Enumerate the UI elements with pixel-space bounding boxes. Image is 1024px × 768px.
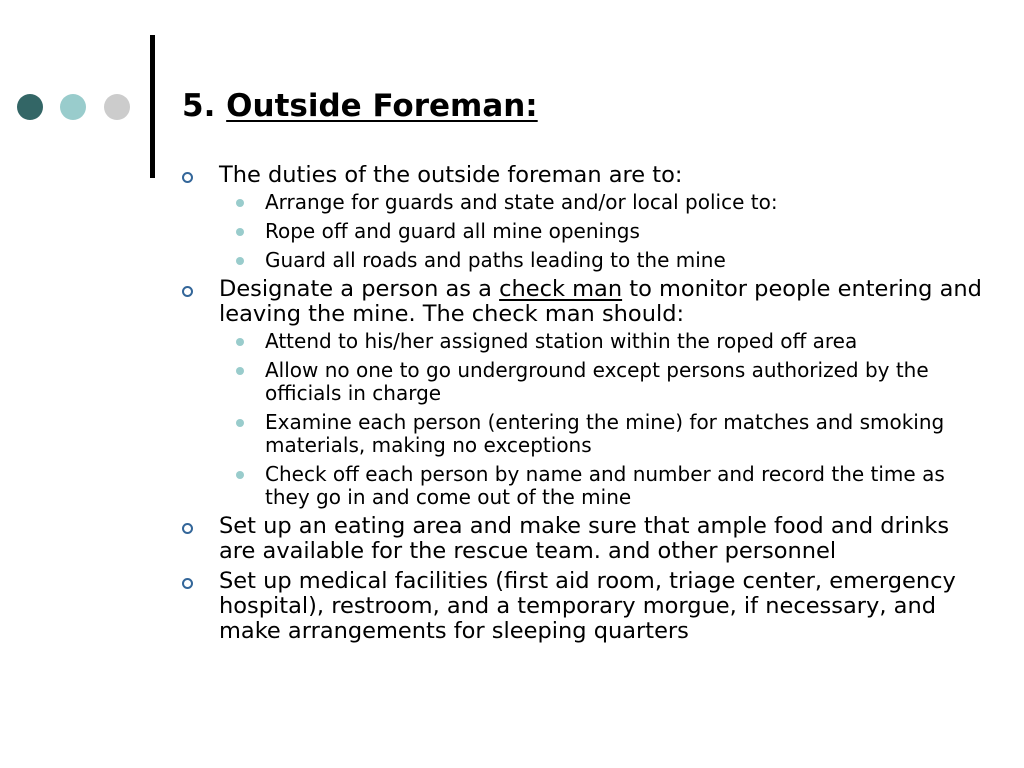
sub-bullet-text: Guard all roads and paths leading to the mine xyxy=(265,248,726,272)
hollow-bullet-icon xyxy=(182,523,193,534)
hollow-bullet-icon xyxy=(182,286,193,297)
sub-bullet-text: Allow no one to go underground except persons authorized by the officials in charge xyxy=(265,358,929,405)
slide-title xyxy=(182,86,538,126)
bullet-text: Set up an eating area and make sure that ample food and drinks are available for the rescue team. and other personnel xyxy=(219,513,950,564)
bullet-text xyxy=(219,276,982,327)
round-bullet-icon xyxy=(236,199,244,207)
bullet-medical-facilities xyxy=(182,569,982,644)
title-number: 5. xyxy=(182,88,216,124)
sub-bullet xyxy=(182,359,982,405)
bullet-eating-area xyxy=(182,514,982,564)
bullet-text: Set up medical facilities (first aid room, triage center, emergency hospital), restroom, and a temporary morgue, if necessary, and make arrangements for sleeping quarters xyxy=(219,568,956,644)
sub-bullet-list xyxy=(219,330,982,509)
decor-dot-gray xyxy=(104,94,130,120)
sub-bullet xyxy=(182,330,982,353)
round-bullet-icon xyxy=(236,471,244,479)
sub-bullet xyxy=(182,249,982,272)
round-bullet-icon xyxy=(236,367,244,375)
sub-bullet-text: Attend to his/her assigned station within the roped off area xyxy=(265,329,858,353)
round-bullet-icon xyxy=(236,419,244,427)
bullet-duties xyxy=(182,163,982,272)
sub-bullet xyxy=(182,220,982,243)
sub-bullet xyxy=(182,411,982,457)
sub-bullet-text: Examine each person (entering the mine) for matches and smoking materials, making no exceptions xyxy=(265,410,945,457)
sub-bullet xyxy=(182,463,982,509)
title-text: Outside Foreman: xyxy=(226,88,538,124)
round-bullet-icon xyxy=(236,338,244,346)
decor-dot-dark xyxy=(17,94,43,120)
sub-bullet-text: Check off each person by name and number and record the time as they go in and come out of the mine xyxy=(265,462,945,509)
title-divider-rule xyxy=(150,35,155,178)
sub-bullet xyxy=(182,191,982,214)
round-bullet-icon xyxy=(236,257,244,265)
slide-body xyxy=(182,163,982,644)
sub-bullet-text: Arrange for guards and state and/or local police to: xyxy=(265,190,778,214)
sub-bullet-text: Rope off and guard all mine openings xyxy=(265,219,640,243)
hollow-bullet-icon xyxy=(182,172,193,183)
hollow-bullet-icon xyxy=(182,578,193,589)
bullet-text-part: Designate a person as a xyxy=(219,276,500,302)
bullet-text: The duties of the outside foreman are to: xyxy=(219,162,683,188)
round-bullet-icon xyxy=(236,228,244,236)
bullet-check-man xyxy=(182,277,982,509)
decor-dot-teal xyxy=(60,94,86,120)
bullet-text-part: to monitor people entering and leaving the mine. The check man should: xyxy=(219,276,982,327)
sub-bullet-list xyxy=(219,191,982,272)
check-man-term: check man xyxy=(499,276,623,302)
